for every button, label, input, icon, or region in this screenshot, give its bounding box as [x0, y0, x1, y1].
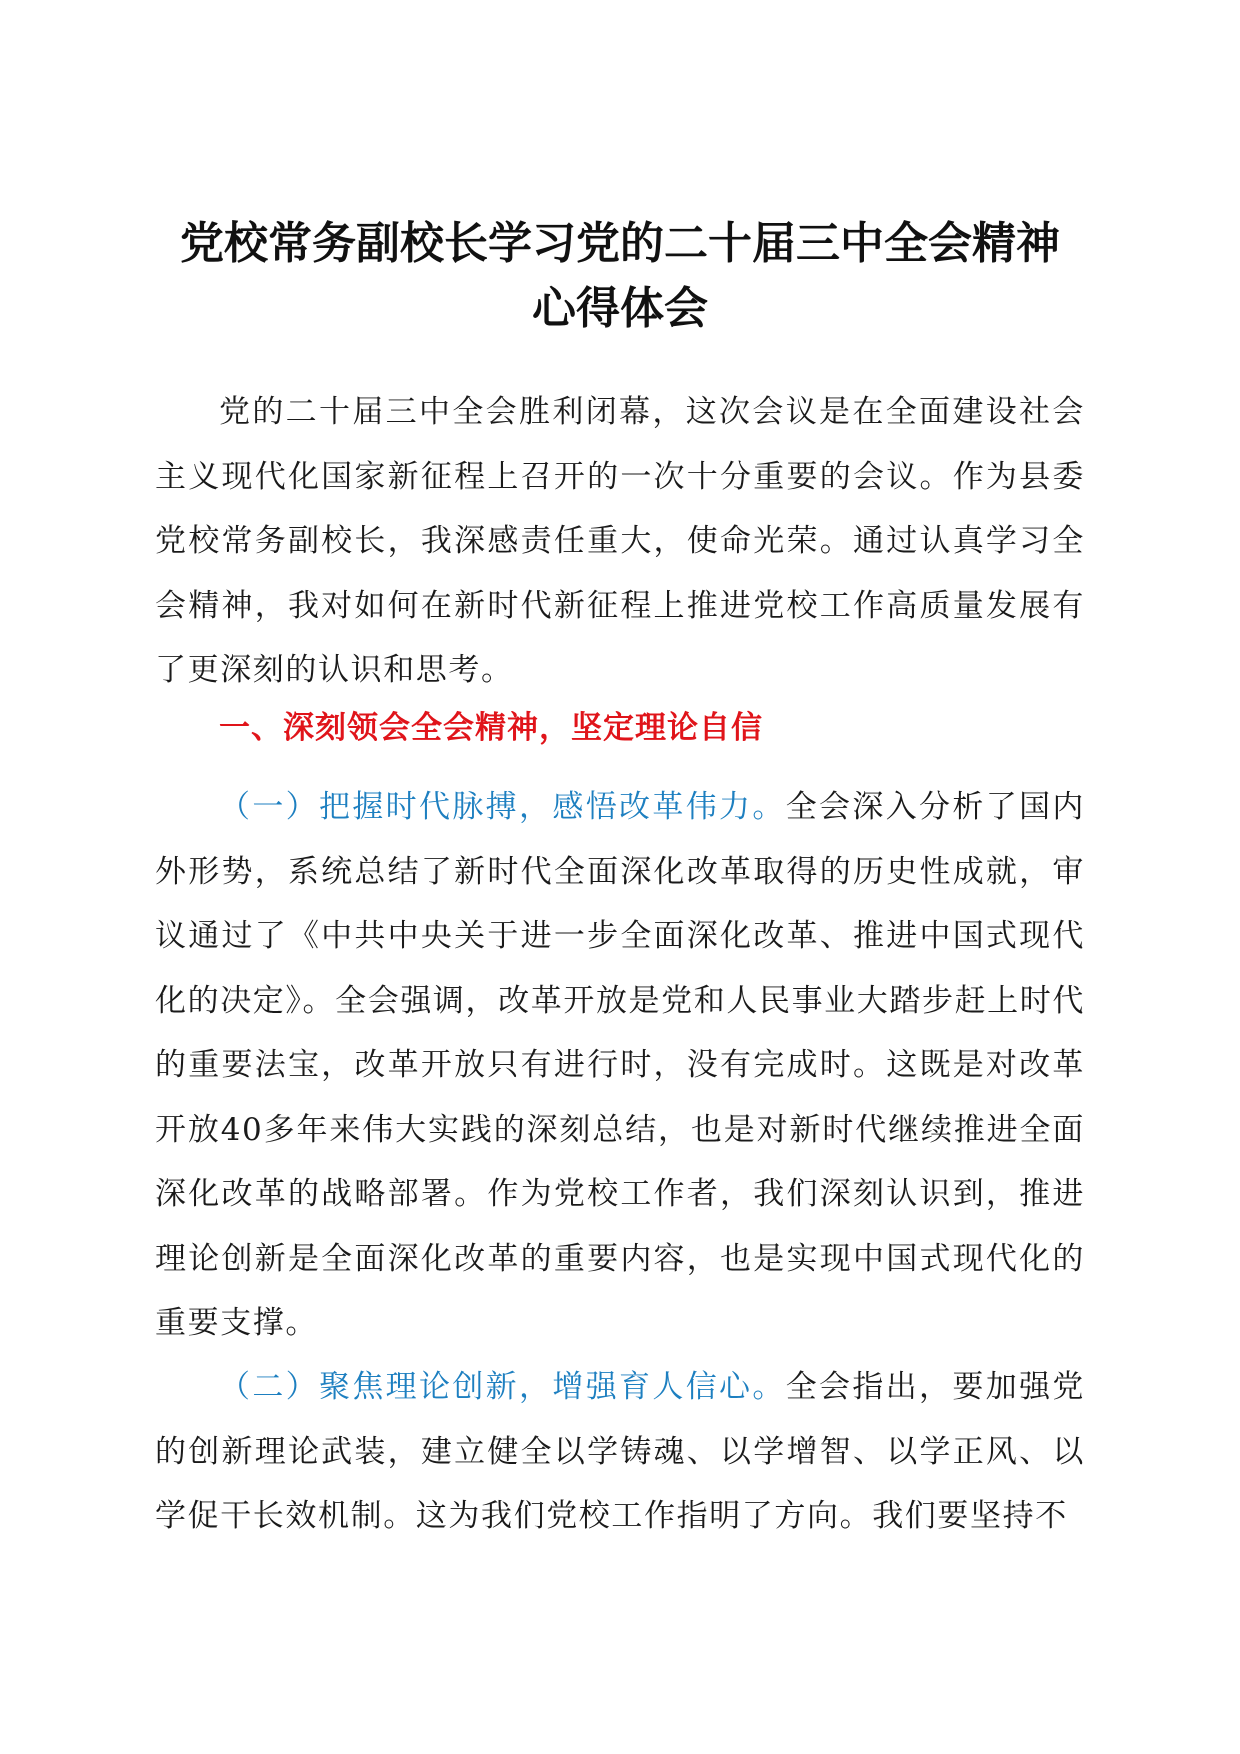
subsection-2-paragraph: [155, 1355, 1085, 1549]
document-title-line-1: 党校常务副校长学习党的二十届三中全会精神: [180, 218, 1060, 269]
intro-paragraph: 党的二十届三中全会胜利闭幕，这次会议是在全面建设社会主义现代化国家新征程上召开的一次十分重要的会议。作为县委党校常务副校长，我深感责任重大，使命光荣。通过认真学习全会精神，我对如何在新时代新征程上推进党校工作高质量发展有了更深刻的认识和思考。: [155, 394, 1085, 688]
subsection-1-body: 全会深入分析了国内外形势，系统总结了新时代全面深化改革取得的历史性成就，审议通过了《中共中央关于进一步全面深化改革、推进中国式现代化的决定》。全会强调，改革开放是党和人民事业大踏步赶上时代的重要法宝，改革开放只有进行时，没有完成时。这既是对改革开放40多年来伟大实践的深刻总结，也是对新时代继续推进全面深化改革的战略部署。作为党校工作者，我们深刻认识到，推进理论创新是全面深化改革的重要内容，也是实现中国式现代化的重要支撑。: [155, 789, 1086, 1341]
subsection-2-heading: （二）聚焦理论创新，增强育人信心。: [219, 1369, 786, 1405]
subsection-2-body: 全会指出，要加强党的创新理论武装，建立健全以学铸魂、以学增智、以学正风、以学促干长效机制。这为我们党校工作指明了方向。我们要坚持不: [155, 1369, 1086, 1534]
section-1-heading: 一、深刻领会全会精神，坚定理论自信: [219, 710, 763, 746]
subsection-1-paragraph: [155, 775, 1085, 1356]
document-title-line-2: 心得体会: [532, 283, 708, 334]
subsection-1-heading: （一）把握时代脉搏，感悟改革伟力。: [219, 789, 786, 825]
